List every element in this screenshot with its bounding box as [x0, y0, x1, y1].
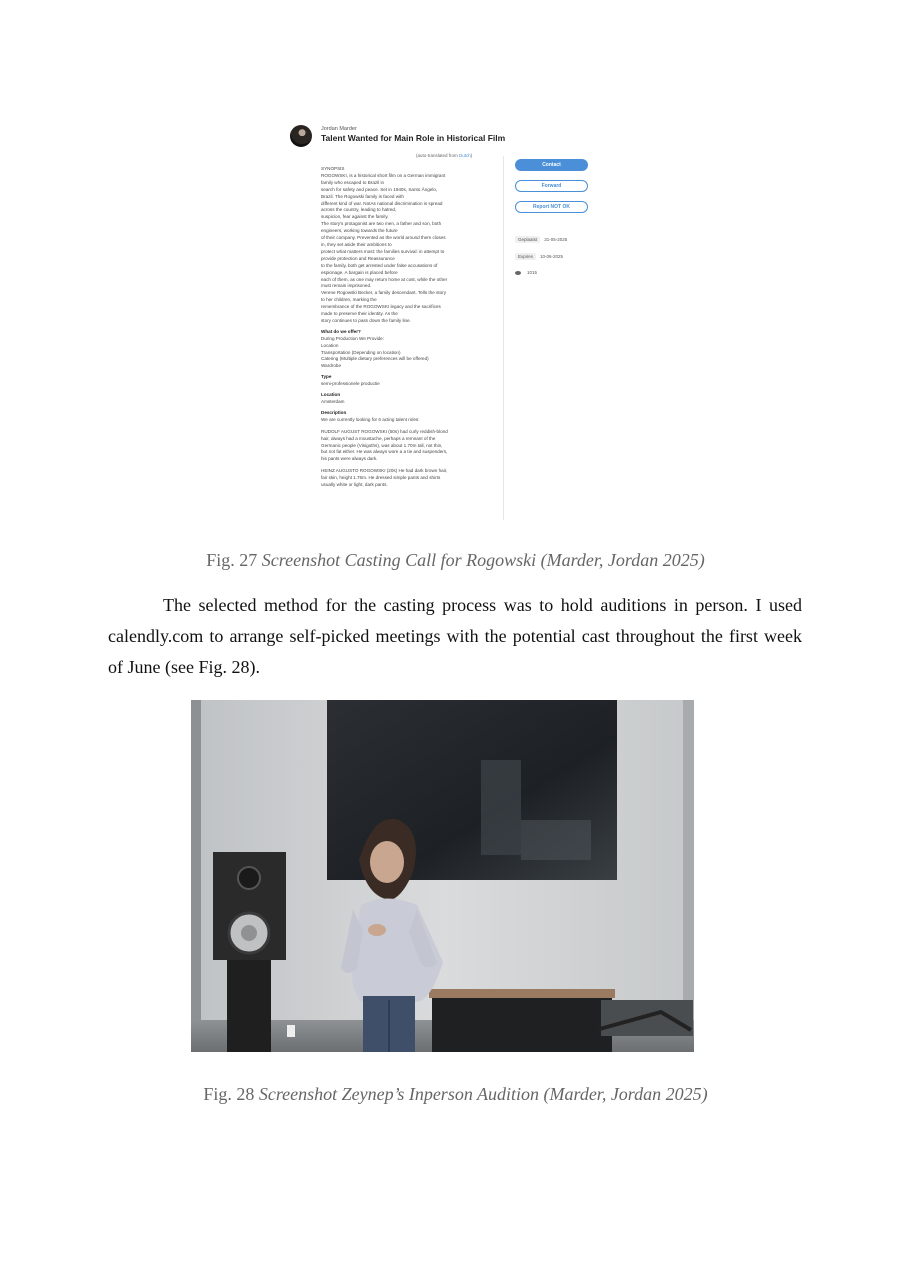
text-line: usually white or light, dark pants. [321, 482, 388, 488]
description-intro: We are currently looking for 6 acting talent roles: [321, 416, 420, 422]
translation-language-link[interactable]: Dutch [459, 153, 471, 158]
text-line: must remain imprisoned. [321, 283, 372, 289]
text-line: hair, always had a moustache, perhaps a remnant of the [321, 435, 436, 441]
body-paragraph: The selected method for the casting process was to hold auditions in person. I used calendly.com to arrange self-picked meetings with the potential cast throughout the first week of June (see Fig. 28). [108, 595, 802, 677]
location-heading: Location [321, 392, 341, 398]
figure-27-caption: Fig. 27 Screenshot Casting Call for Rogowski (Marder, Jordan 2025) [206, 550, 705, 570]
type-heading: Type [321, 374, 332, 380]
text-line: HEINZ AUGUSTO ROGOWSKI (20s) He had dark brown hair, [321, 468, 448, 474]
text-line: made to preserve their identity. As the [321, 311, 398, 317]
audition-photo [191, 700, 694, 1052]
text-line: protect what matters most: the families survival: in attempt to [321, 248, 445, 254]
view-count: 1015 [515, 270, 537, 275]
audition-photo-drawing [191, 700, 694, 1052]
text-line: espionage. A bargain is placed before [321, 269, 398, 275]
casting-call-screenshot [284, 118, 602, 520]
description-heading: Description [321, 409, 347, 415]
text-line: suspicion, fear against the family. [321, 214, 389, 220]
text-line: family who escaped to Brazil in [321, 179, 385, 185]
text-line: remembrance of the ROGOWSKI legacy and the sacrifices [321, 304, 441, 310]
text-line: each of them, as one may return home at cost, while the other [321, 276, 448, 282]
text-line: RUDOLF AUGUST ROGOWSKI (50s) had curly reddish-blond [321, 428, 448, 434]
text-line: The story's protagonist are two men, a father and son, both [321, 221, 442, 227]
text-line: of their company. Prevented as the world around them closes [321, 235, 446, 241]
text-line: to the family, both get arrested under false accusations of [321, 262, 438, 268]
expires-label: Expires [515, 253, 536, 260]
figure-28-caption: Fig. 28 Screenshot Zeynep’s Inperson Audition (Marder, Jordan 2025) [203, 1084, 708, 1104]
text-line: to her children, marking the [321, 297, 377, 303]
role-heinz-text [321, 468, 481, 489]
text-line: Catering (Multiple dietary preferences will be offered) [321, 356, 429, 362]
forward-button[interactable]: Forward [515, 180, 588, 192]
text-line: Wardrobe [321, 363, 341, 369]
post-body [321, 166, 481, 489]
posted-label: Geplaatst [515, 236, 540, 243]
text-line: engineers, working towards the future [321, 228, 398, 234]
text-line: Germanic people (Visigoths), was about 1.70m tall, not thin, [321, 442, 443, 448]
translation-note: (auto-translated from Dutch) [416, 153, 473, 158]
type-value: semi-professionele productie [321, 381, 380, 387]
contact-button[interactable]: Contact [515, 159, 588, 171]
role-rudolf-text [321, 429, 481, 464]
offer-heading: What do we offer? [321, 328, 361, 334]
column-divider [503, 156, 504, 520]
text-line: story continues to pass down the family line. [321, 317, 411, 323]
text-line: SYNOPSIS [321, 166, 345, 171]
report-button[interactable]: Report NOT OK [515, 201, 588, 213]
text-line: ROGOWSKI, is a historical short film on a German immigrant [321, 172, 446, 178]
text-line: his pants were always dark. [321, 456, 378, 462]
text-line: Location [321, 342, 339, 348]
text-line: provide protection and Reassurance [321, 255, 395, 261]
text-line: search for safety and peace. Set in 1940s, Santo Ângelo, [321, 186, 438, 192]
text-line: Brazil. The Rogowski family is faced with [321, 193, 404, 199]
posted-date: Geplaatst 31-05-2025 [515, 236, 567, 243]
text-line: different kind of war. NotAs national discrimination is spread [321, 200, 443, 206]
text-line: Verene Rogowski Becker, a family descendant. Tells the story [321, 290, 447, 296]
text-line: across the country, leading to hatred, [321, 207, 397, 213]
post-title: Talent Wanted for Main Role in Historical Film [321, 133, 506, 143]
author-name: Jordan Marder [321, 126, 357, 132]
text-line: During Production We Provide: [321, 335, 384, 341]
text-line: fair skin, height 1.75m. He dressed simple pants and shirts [321, 475, 441, 481]
text-line: but not fat either. He was always wore a a tie and suspenders, [321, 449, 448, 455]
eye-icon [515, 271, 521, 275]
text-line: in, they set aside their ambitions to [321, 241, 392, 247]
location-value: Amsterdam [321, 399, 345, 404]
synopsis-text [321, 166, 481, 325]
author-avatar [290, 125, 312, 147]
offer-text [321, 336, 481, 371]
text-line: Transportation (Depending on location) [321, 349, 401, 355]
expires-date: Expires 10-06-2025 [515, 253, 563, 260]
